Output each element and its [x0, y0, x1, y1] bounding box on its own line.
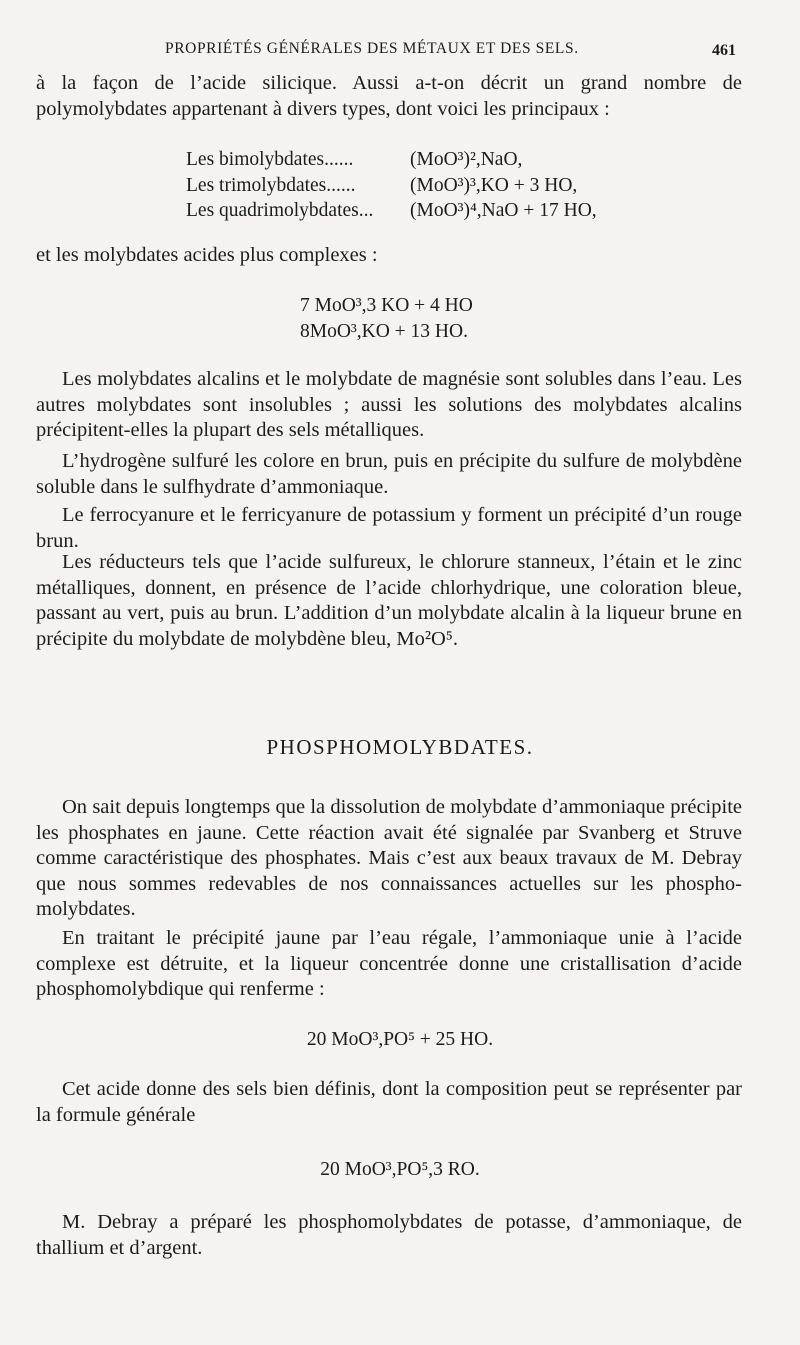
- polymolybdates-list: [186, 147, 746, 224]
- paragraph-ferrocyanide: Le ferrocyanure et le ferricyanure de potassium y forment un précipité d’un rouge brun.: [36, 504, 742, 552]
- page-header: [0, 40, 800, 64]
- paragraph-debray-salts: M. Debray a préparé les phosphomolybdates de potasse, d’ammoniaque, de thallium et d’argent.: [36, 1211, 742, 1259]
- paragraph-history: On sait depuis longtemps que la dissolution de molybdate d’ammoniaque précipite les phosphates en jaune. Cette réaction avait été signalée par Svanberg et Struve comme caractéristique des phosphates. Mais c’est aux beaux travaux de M. Debray que nous sommes redevables de nos connaissances actuelles sur les phospho-molybdates.: [36, 796, 742, 920]
- running-title: PROPRIÉTÉS GÉNÉRALES DES MÉTAUX ET DES SELS.: [165, 40, 579, 57]
- paragraph-solubility: Les molybdates alcalins et le molybdate de magnésie sont solubles dans l’eau. Les autres molybdates sont insolubles ; aussi les solutions des molybdates alcalins précipitent-elles la plupart des sels métalliques.: [36, 368, 742, 441]
- list-item: [186, 147, 746, 173]
- paragraph-reducers: Les réducteurs tels que l’acide sulfureux, le chlorure stanneux, l’étain et le zinc métalliques, donnent, en présence de l’acide chlorhydrique, une coloration bleue, passant au vert, puis au brun. L’addition d’un molybdate alcalin à la liqueur brune en précipite du molybdate de molybdène bleu, Mo²O⁵.: [36, 551, 742, 650]
- formula-phosphomolybdic-acid: 20 MoO³,PO⁵ + 25 HO.: [306, 1029, 494, 1050]
- page-number: 461: [712, 42, 736, 59]
- list-item: [186, 198, 746, 224]
- acid-molybdates-intro: et les molybdates acides plus complexes :: [36, 244, 378, 266]
- salt-formula: (MoO³)⁴,NaO + 17 HO,: [410, 200, 597, 221]
- list-item: [186, 173, 746, 199]
- formula-general: 20 MoO³,PO⁵,3 RO.: [320, 1159, 480, 1180]
- paragraph-aqua-regia: En traitant le précipité jaune par l’eau régale, l’ammoniaque unie à l’acide complexe est détruite, et la liqueur concentrée donne une cristallisation d’acide phosphomolybdique qui renferme :: [36, 927, 742, 1000]
- formula-line: 7 MoO³,3 KO + 4 HO: [300, 295, 473, 316]
- salt-name: Les bimolybdates......: [186, 149, 354, 170]
- paragraph-general-formula: Cet acide donne des sels bien définis, dont la composition peut se représenter par la formule générale: [36, 1078, 742, 1126]
- salt-formula: (MoO³)²,NaO,: [410, 149, 523, 170]
- intro-paragraph: à la façon de l’acide silicique. Aussi a-t-on décrit un grand nombre de polymolybdates appartenant à divers types, dont voici les principaux :: [36, 72, 742, 120]
- salt-name: Les trimolybdates......: [186, 174, 356, 196]
- formula-line: 8MoO³,KO + 13 HO.: [300, 320, 468, 342]
- paragraph-hydrogen-sulfide: L’hydrogène sulfuré les colore en brun, puis en précipite du sulfure de molybdène soluble dans le sulfhydrate d’ammoniaque.: [36, 450, 742, 498]
- section-title: PHOSPHOMOLYBDATES.: [266, 735, 534, 759]
- salt-formula: (MoO³)³,KO + 3 HO,: [410, 174, 578, 196]
- salt-name: Les quadrimolybdates...: [186, 200, 374, 221]
- acid-molybdates-formulas: [300, 293, 473, 344]
